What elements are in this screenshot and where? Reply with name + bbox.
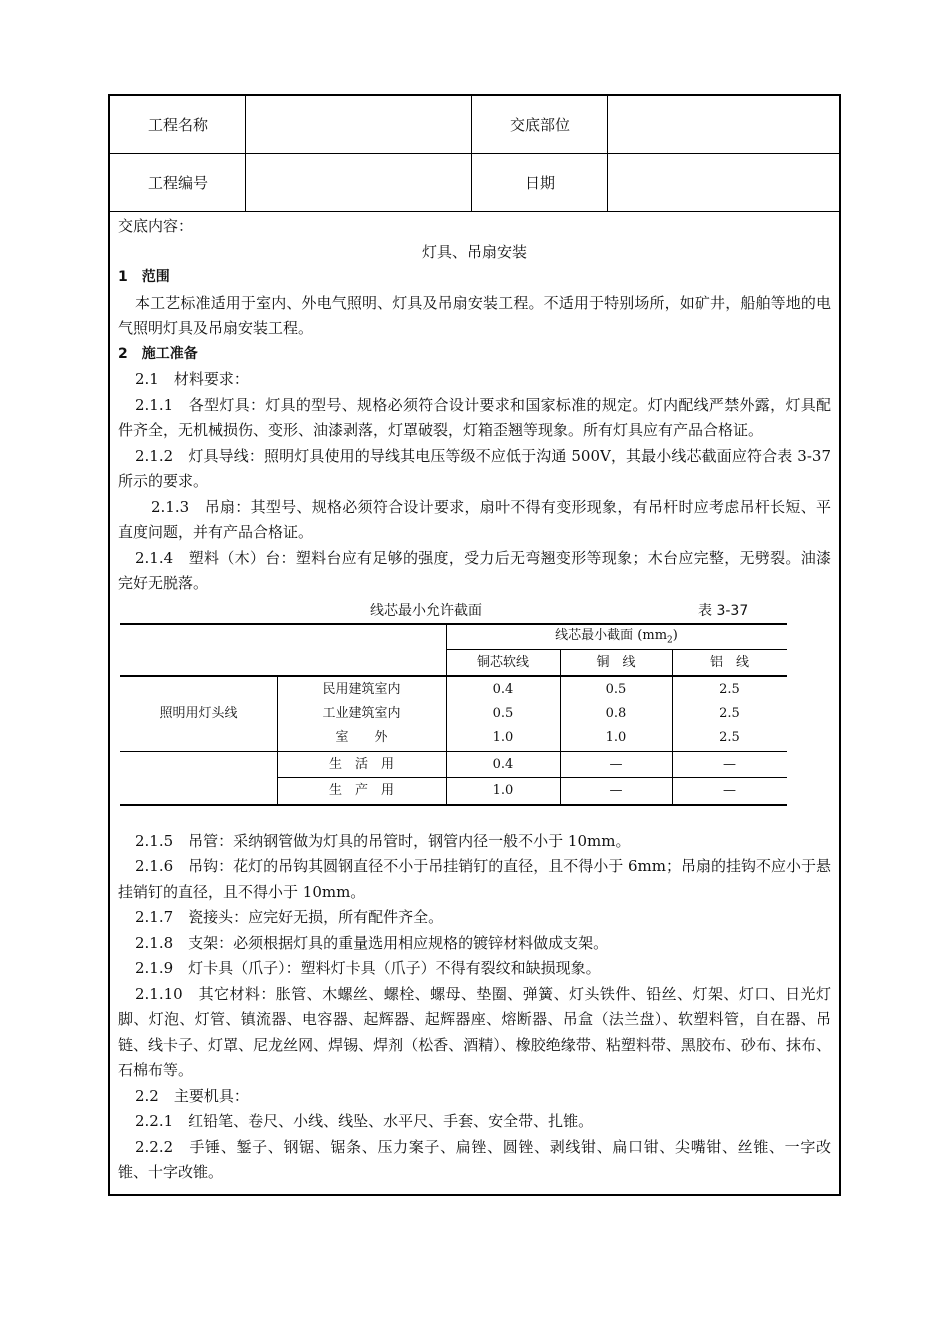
table-cell: 2.5 (719, 681, 740, 697)
row-label: 工业建筑室内 (322, 705, 401, 721)
paragraph: 2.1.3 吊扇：其型号、规格必须符合设计要求，扇叶不得有变形现象，有吊杆时应考虑吊杆长短、平直度问题，并有产品合格证。 (118, 497, 831, 541)
table-cell: — (609, 756, 623, 772)
date-value[interactable] (608, 154, 841, 211)
paragraph: 2.1 材料要求： (135, 370, 249, 388)
table-cell: 0.5 (492, 705, 514, 721)
group-header: 线芯最小截面 $(mm_2)$ (555, 627, 678, 646)
project-name-label: 工程名称 (147, 116, 208, 134)
document-frame (108, 94, 841, 1196)
header-row-1 (110, 96, 839, 154)
content-intro: 交底内容： (118, 217, 194, 235)
disclosure-content (118, 214, 831, 1186)
table-cell: 1.0 (492, 729, 514, 745)
min-section-table (120, 623, 787, 807)
paragraph: 2.1.6 吊钩：花灯的吊钩其圆钢直径不小于吊挂销钉的直径，且不得小于 6mm；吊扇的挂钩不应小于悬挂销钉的直径，且不得小于 10mm。 (118, 857, 831, 901)
table-cell: 0.8 (605, 705, 627, 721)
table-cell: 0.5 (605, 681, 627, 697)
table-number: 表 3-37 (698, 602, 749, 619)
header-divider (471, 96, 472, 212)
location-label: 交底部位 (509, 116, 570, 134)
paragraph: 2.1.10 其它材料：胀管、木螺丝、螺栓、螺母、垫圈、弹簧、灯头铁件、铅丝、灯架、灯口、日光灯脚、灯泡、灯管、镇流器、电容器、起辉器、起辉器座、熔断器、吊盒（法兰盘）、软塑料管，自在器、吊链、线卡子、灯罩、尼龙丝网、焊锡、焊剂（松香、酒精）、橡胶绝缘带、粘塑料带、黑胶布、砂布、抹布、石棉布等。 (118, 984, 831, 1079)
table-cell: 1.0 (605, 729, 627, 745)
table-cell: 2.5 (719, 729, 740, 745)
table-cell: 2.5 (719, 705, 740, 721)
paragraph: 2.1.7 瓷接头：应完好无损，所有配件齐全。 (135, 908, 444, 926)
header-divider (607, 96, 608, 212)
header-row-2 (110, 154, 839, 212)
table-rule (277, 777, 787, 778)
row-label: 室 外 (335, 729, 388, 745)
row-label: 生 活 用 (328, 756, 394, 772)
column-header: 铝 线 (709, 654, 749, 670)
project-no-value[interactable] (246, 154, 472, 211)
table-cell: 1.0 (492, 782, 514, 798)
table-cell: — (609, 782, 623, 798)
paragraph: 本工艺标准适用于室内、外电气照明、灯具及吊扇安装工程。不适用于特别场所，如矿井，船舶等地的电气照明灯具及吊扇安装工程。 (118, 293, 831, 337)
section-heading: 2 施工准备 (118, 345, 198, 362)
header-divider (245, 96, 246, 212)
table-cell: 0.4 (492, 756, 514, 772)
paragraph: 2.2.1 红铅笔、卷尺、小线、线坠、水平尺、手套、安全带、扎锥。 (135, 1112, 594, 1130)
spacer (118, 807, 831, 829)
table-title: 线芯最小允许截面 (370, 602, 482, 619)
row-group-label: 照明用灯头线 (159, 705, 238, 721)
table-cell: — (723, 756, 736, 772)
section-heading: 1 范围 (118, 269, 170, 285)
column-header: 铜 线 (596, 654, 636, 670)
table-cell: 0.4 (492, 681, 514, 697)
table-caption (118, 599, 831, 623)
paragraph: 2.1.9 灯卡具（爪子）：塑料灯卡具（爪子）不得有裂纹和缺损现象。 (135, 959, 601, 977)
row-label: 民用建筑室内 (322, 681, 401, 697)
content-title: 灯具、吊扇安装 (421, 242, 527, 261)
project-no-label: 工程编号 (147, 174, 208, 192)
location-value[interactable] (608, 96, 841, 153)
date-label: 日期 (524, 174, 555, 192)
paragraph: 2.2.2 手锤、錾子、钢锯、锯条、压力案子、扁锉、圆锉、剥线钳、扁口钳、尖嘴钳、丝锥、一字改锥、十字改锥。 (118, 1137, 831, 1181)
project-name-value[interactable] (246, 96, 472, 153)
column-header: 铜芯软线 (476, 654, 529, 670)
paragraph: 2.1.1 各型灯具：灯具的型号、规格必须符合设计要求和国家标准的规定。灯内配线严禁外露，灯具配件齐全，无机械损伤、变形、油漆剥落，灯罩破裂，灯箱歪翘等现象。所有灯具应有产品合格证。 (118, 395, 831, 439)
paragraph: 2.1.2 灯具导线：照明灯具使用的导线其电压等级不应低于沟通 500V，其最小线芯截面应符合表 3-37 所示的要求。 (118, 446, 831, 490)
row-label: 生 产 用 (328, 782, 394, 798)
paragraph: 2.1.8 支架：必须根据灯具的重量选用相应规格的镀锌材料做成支架。 (135, 933, 609, 952)
paragraph: 2.2 主要机具： (135, 1086, 249, 1105)
table-cell: — (723, 782, 736, 798)
table-rule (120, 751, 787, 752)
paragraph: 2.1.4 塑料（木）台：塑料台应有足够的强度，受力后无弯翘变形等现象；木台应完整，无劈裂。油漆完好无脱落。 (118, 548, 831, 592)
paragraph: 2.1.5 吊管：采纳钢管做为灯具的吊管时，钢管内径一般不小于 10mm。 (135, 831, 631, 850)
table-rule (120, 804, 787, 806)
